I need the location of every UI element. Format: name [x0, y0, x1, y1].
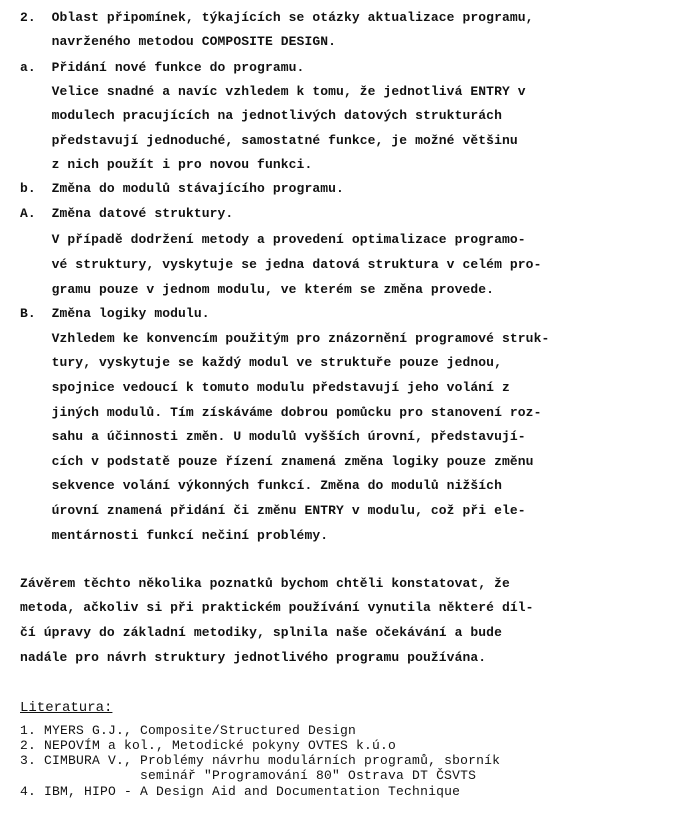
section-2-line: 2. Oblast připomínek, týkajících se otázky aktualizace programu,: [20, 10, 534, 25]
conclusion-line: Závěrem těchto několika poznatků bychom chtěli konstatovat, že: [20, 576, 510, 591]
section-a-line: Velice snadné a navíc vzhledem k tomu, že jednotlivá ENTRY v: [20, 84, 526, 99]
section-B-line: cích v podstatě pouze řízení znamená změna logiky pouze změnu: [20, 454, 534, 469]
conclusion-line: metoda, ačkoliv si při praktickém používání vynutila některé díl-: [20, 600, 534, 615]
section-a-heading: a. Přidání nové funkce do programu.: [20, 60, 305, 75]
section-B-line: úrovní znamená přidání či změnu ENTRY v modulu, což při ele-: [20, 503, 526, 518]
section-a-line: z nich použít i pro novou funkci.: [20, 157, 313, 172]
section-B-heading: B. Změna logiky modulu.: [20, 306, 210, 321]
section-a-line: představují jednoduché, samostatné funkce, je možné většinu: [20, 133, 518, 148]
conclusion-line: nadále pro návrh struktury jednotlivého programu používána.: [20, 650, 487, 665]
section-B-line: Vzhledem ke konvencím použitým pro znázornění programové struk-: [20, 331, 550, 346]
literature-item: 4. IBM, HIPO - A Design Aid and Documentation Technique: [20, 784, 461, 799]
section-B-line: spojnice vedoucí k tomuto modulu představují jeho volání z: [20, 380, 510, 395]
section-A-line: gramu pouze v jednom modulu, ve kterém se změna provede.: [20, 282, 495, 297]
section-B-line: sekvence volání výkonných funkcí. Změna do modulů nižších: [20, 478, 502, 493]
section-A-line: V případě dodržení metody a provedení optimalizace programo-: [20, 232, 526, 247]
literature-item: 2. NEPOVÍM a kol., Metodické pokyny OVTES k.ú.o: [20, 738, 397, 753]
section-B-line: jiných modulů. Tím získáváme dobrou pomůcku pro stanovení roz-: [20, 405, 542, 420]
section-A-heading: A. Změna datové struktury.: [20, 206, 234, 221]
section-B-line: sahu a účinnosti změn. U modulů vyšších úrovní, představují-: [20, 429, 526, 444]
section-A-line: vé struktury, vyskytuje se jedna datová struktura v celém pro-: [20, 257, 542, 272]
literature-item: 1. MYERS G.J., Composite/Structured Design: [20, 723, 357, 738]
literature-heading: Literatura:: [20, 700, 113, 716]
section-2-line: navrženého metodou COMPOSITE DESIGN.: [20, 34, 337, 49]
literature-item: 3. CIMBURA V., Problémy návrhu modulárních programů, sborník: [20, 753, 501, 768]
conclusion-line: čí úpravy do základní metodiky, splnila naše očekávání a bude: [20, 625, 502, 640]
section-B-line: mentárnosti funkcí nečiní problémy.: [20, 528, 329, 543]
section-B-line: tury, vyskytuje se každý modul ve struktuře pouze jednou,: [20, 355, 502, 370]
section-b-heading: b. Změna do modulů stávajícího programu.: [20, 181, 344, 196]
section-a-line: modulech pracujících na jednotlivých datových strukturách: [20, 108, 502, 123]
literature-item-continuation: seminář "Programování 80" Ostrava DT ČSVTS: [20, 768, 477, 783]
